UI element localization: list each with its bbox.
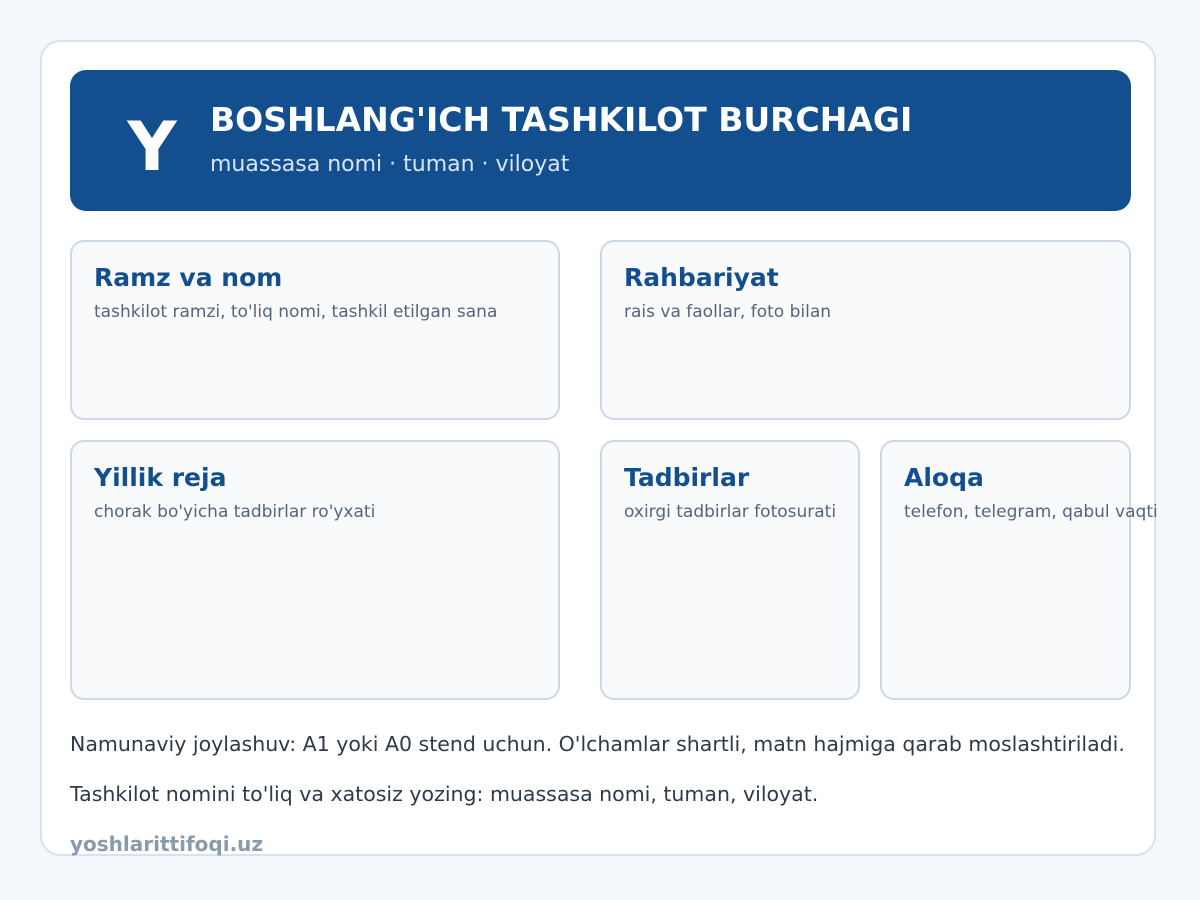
section-description: tashkilot ramzi, to'liq nomi, tashkil etilgan sana [94,302,498,322]
naming-note: Tashkilot nomini to'liq va xatosiz yozing: muassasa nomi, tuman, viloyat. [70,782,819,806]
section-description: rais va faollar, foto bilan [624,302,832,322]
section-description: oxirgi tadbirlar fotosurati [624,502,837,522]
section-description: telefon, telegram, qabul vaqti [904,502,1158,522]
section-card-aloqa [880,440,1158,700]
section-title: Aloqa [904,463,984,492]
logo-letter: Y [127,108,177,187]
section-card-rahbariyat [600,240,1131,420]
section-description: chorak bo'yicha tadbirlar ro'yxati [94,502,376,522]
section-card-ramz [70,240,560,420]
section-title: Ramz va nom [94,263,283,292]
page-title: BOSHLANG'ICH TASHKILOT BURCHAGI [210,100,913,139]
section-title: Rahbariyat [624,263,779,292]
page-subtitle: muassasa nomi · tuman · viloyat [210,152,570,177]
footer-website: yoshlarittifoqi.uz [70,832,264,856]
layout-note: Namunaviy joylashuv: A1 yoki A0 stend uchun. O'lchamlar shartli, matn hajmiga qarab moslashtiriladi. [70,732,1125,756]
section-title: Tadbirlar [624,463,750,492]
section-card-tadbirlar [600,440,860,700]
section-card-yillik-reja [70,440,560,700]
section-title: Yillik reja [94,463,227,492]
